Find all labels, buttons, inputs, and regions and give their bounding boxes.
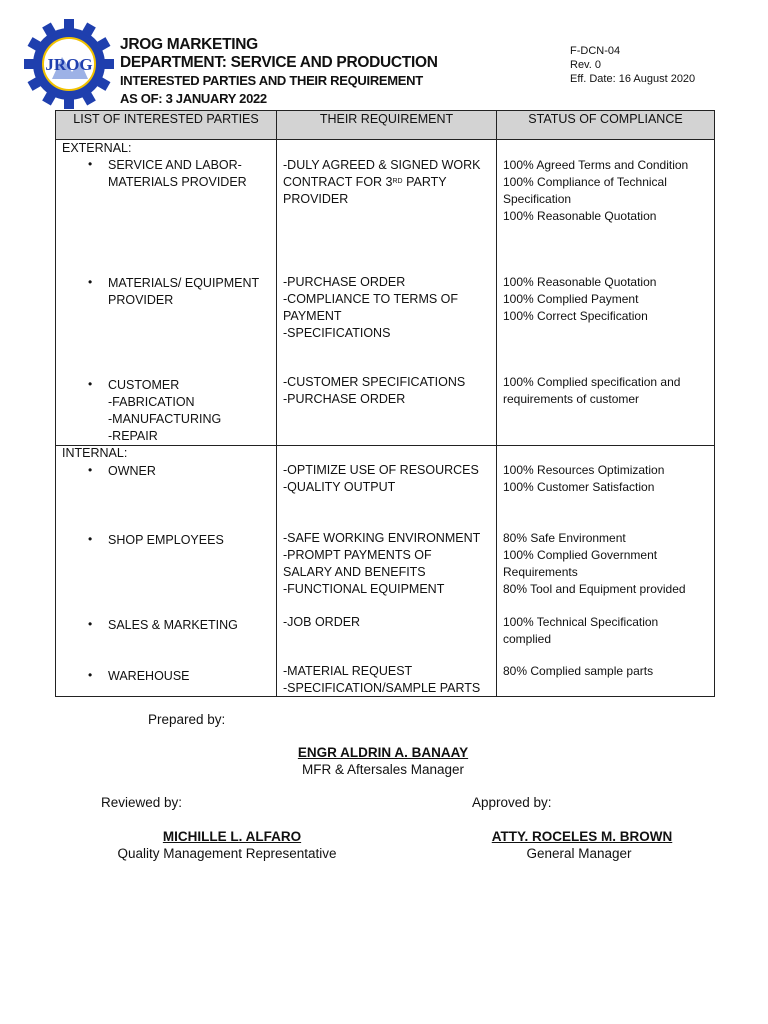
bullet-icon: •	[88, 668, 93, 682]
status-materials-equipment: 100% Reasonable Quotation 100% Complied Payment 100% Correct Specification	[503, 275, 657, 323]
form-control-block	[570, 44, 695, 86]
section-label-internal: INTERNAL:	[62, 446, 128, 460]
bullet-icon: •	[88, 463, 93, 477]
party-service-labor: SERVICE AND LABOR- MATERIALS PROVIDER	[108, 158, 247, 189]
status-warehouse: 80% Complied sample parts	[503, 664, 654, 678]
bullet-icon: •	[88, 377, 93, 391]
party-owner: OWNER	[108, 464, 156, 478]
requirement-owner: -OPTIMIZE USE OF RESOURCES -QUALITY OUTPUT	[283, 463, 479, 494]
approved-by-name: ATTY. ROCELES M. BROWN	[491, 829, 673, 844]
company-logo	[22, 17, 116, 111]
department-title: DEPARTMENT: SERVICE AND PRODUCTION	[120, 54, 438, 71]
requirement-materials-equipment: -PURCHASE ORDER -COMPLIANCE TO TERMS OF PAYMENT -SPECIFICATIONS	[283, 275, 459, 340]
party-warehouse: WAREHOUSE	[108, 669, 190, 683]
prepared-by-name: ENGR ALDRIN A. BANAAY	[297, 745, 469, 760]
requirement-sales-marketing: -JOB ORDER	[283, 615, 361, 629]
bullet-icon: •	[88, 617, 93, 631]
status-service-labor: 100% Agreed Terms and Condition 100% Compliance of Technical Specification 100% Reasonable Quotation	[503, 158, 689, 223]
table-row-external	[56, 140, 715, 446]
bullet-icon: •	[88, 275, 93, 289]
prepared-by-title: MFR & Aftersales Manager	[301, 762, 465, 777]
company-name: JROG MARKETING	[120, 36, 258, 53]
status-sales-marketing: 100% Technical Specification complied	[503, 615, 659, 646]
document-subtitle: INTERESTED PARTIES AND THEIR REQUIREMENT	[120, 73, 423, 88]
approved-by-label: Approved by:	[472, 795, 552, 810]
logo-text: JROG	[45, 55, 93, 74]
party-customer: CUSTOMER -FABRICATION -MANUFACTURING -REPAIR	[108, 378, 222, 443]
requirement-warehouse: -MATERIAL REQUEST -SPECIFICATION/SAMPLE PARTS	[283, 664, 481, 695]
form-code: F-DCN-04	[570, 45, 621, 57]
bullet-icon: •	[88, 157, 93, 171]
section-label-external: EXTERNAL:	[62, 141, 132, 155]
table-row-internal	[56, 446, 715, 697]
status-customer: 100% Complied specification and requirements of customer	[503, 375, 681, 406]
approved-by-title: General Manager	[526, 846, 632, 861]
party-materials-equipment: MATERIALS/ EQUIPMENT PROVIDER	[108, 276, 260, 307]
party-sales-marketing: SALES & MARKETING	[108, 618, 238, 632]
requirement-shop-employees: -SAFE WORKING ENVIRONMENT -PROMPT PAYMENTS OF SALARY AND BENEFITS -FUNCTIONAL EQUIPMENT	[283, 531, 481, 596]
reviewed-by-name: MICHILLE L. ALFARO	[162, 829, 302, 844]
column-header-parties: LIST OF INTERESTED PARTIES	[56, 111, 277, 140]
effective-date: Eff. Date: 16 August 2020	[570, 73, 696, 85]
reviewed-by-label: Reviewed by:	[101, 795, 183, 810]
revision-number: Rev. 0	[570, 59, 601, 71]
column-header-status: STATUS OF COMPLIANCE	[497, 111, 715, 140]
reviewed-by-title: Quality Management Representative	[117, 846, 337, 861]
prepared-by-label: Prepared by:	[148, 712, 226, 727]
status-owner: 100% Resources Optimization 100% Customer Satisfaction	[503, 463, 665, 494]
party-shop-employees: SHOP EMPLOYEES	[108, 533, 224, 547]
as-of-date: AS OF: 3 JANUARY 2022	[120, 91, 267, 106]
status-shop-employees: 80% Safe Environment 100% Complied Government Requirements 80% Tool and Equipment provided	[503, 531, 686, 596]
bullet-icon: •	[88, 532, 93, 546]
requirement-service-labor: -DULY AGREED & SIGNED WORK CONTRACT FOR 3RD PARTY PROVIDER	[283, 158, 481, 206]
interested-parties-table	[55, 110, 715, 697]
requirement-customer: -CUSTOMER SPECIFICATIONS -PURCHASE ORDER	[283, 375, 466, 406]
column-header-requirement: THEIR REQUIREMENT	[277, 111, 497, 140]
